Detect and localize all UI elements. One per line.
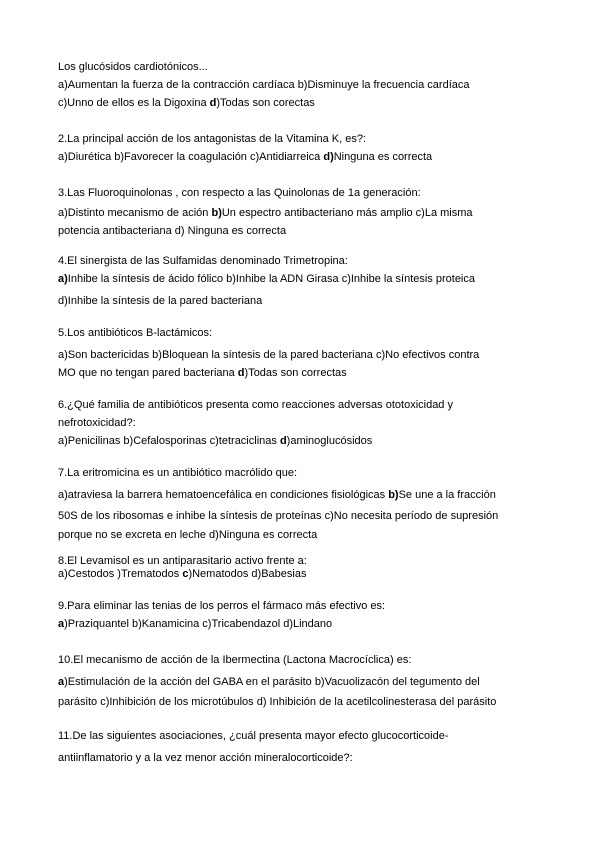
question-stem: 7.La eritromicina es un antibiótico macrólido que:: [58, 467, 298, 479]
answer-line: 50S de los ribosomas e inhibe la síntesis de proteínas c)No necesita período de supresión: [58, 510, 499, 522]
question-5: [58, 324, 548, 382]
question-6: [58, 396, 548, 450]
answer-line: a)Cestodos )Trematodos c)Nematodos d)Babesias: [58, 568, 307, 580]
question-stem: 4.El sinergista de las Sulfamidas denominado Trimetropina:: [58, 255, 348, 267]
answer-line: a)Aumentan la fuerza de la contracción cardíaca b)Disminuye la frecuencia cardíaca: [58, 79, 470, 91]
correct-option: d: [209, 97, 217, 109]
question-4: [58, 252, 548, 310]
question-stem: 8.El Levamisol es un antiparasitario activo frente a:: [58, 555, 307, 567]
correct-option: a: [58, 618, 65, 630]
question-7: [58, 464, 548, 544]
answer-line: c)Unno de ellos es la Digoxina d)Todas son corectas: [58, 97, 315, 109]
question-10: [58, 651, 548, 711]
question-1: [58, 58, 548, 112]
answer-line: a)Penicilinas b)Cefalosporinas c)tetraciclinas d)aminoglucósidos: [58, 435, 373, 447]
question-stem: 2.La principal acción de los antagonistas de la Vitamina K, es?:: [58, 133, 366, 145]
question-11: [58, 727, 548, 767]
question-stem: 6.¿Qué familia de antibióticos presenta como reacciones adversas ototoxicidad y: [58, 399, 453, 411]
question-stem: Los glucósidos cardiotónicos...: [58, 61, 208, 73]
answer-line: porque no se excreta en leche d)Ninguna es correcta: [58, 529, 318, 541]
correct-option: b): [211, 207, 222, 219]
answer-line: a)Son bactericidas b)Bloquean la síntesis de la pared bacteriana c)No efectivos contra: [58, 349, 480, 361]
answer-line: a)Diurética b)Favorecer la coagulación c)Antidiarreica d)Ninguna es correcta: [58, 151, 433, 163]
correct-option: d: [237, 367, 245, 379]
answer-line: a)Estimulación de la acción del GABA en el parásito b)Vacuolizacón del tegumento del: [58, 676, 480, 688]
question-2: [58, 130, 548, 166]
question-stem-continuation: antiinflamatorio y a la vez menor acción mineralocorticoide?:: [58, 752, 353, 764]
correct-option: d): [323, 151, 334, 163]
question-stem: 9.Para eliminar las tenias de los perros el fármaco más efectivo es:: [58, 600, 386, 612]
question-3: [58, 184, 548, 240]
answer-line: a)Inhibe la síntesis de ácido fólico b)Inhibe la ADN Girasa c)Inhibe la síntesis proteica: [58, 273, 475, 285]
question-stem: 3.Las Fluoroquinolonas , con respecto a las Quinolonas de 1a generación:: [58, 187, 421, 199]
correct-option: c: [182, 568, 189, 580]
answer-line: parásito c)Inhibición de los microtúbulos d) Inhibición de la acetilcolinesterasa del parásito: [58, 696, 497, 708]
correct-option: a: [58, 676, 65, 688]
question-8: [58, 555, 548, 581]
answer-line: potencia antibacteriana d) Ninguna es correcta: [58, 225, 287, 237]
correct-option: a): [58, 273, 68, 285]
question-stem: 5.Los antibióticos B-lactámicos:: [58, 327, 213, 339]
question-stem: 11.De las siguientes asociaciones, ¿cuál presenta mayor efecto glucocorticoide-: [58, 730, 449, 742]
question-9: [58, 597, 548, 633]
answer-line: MO que no tengan pared bacteriana d)Todas son correctas: [58, 367, 347, 379]
question-stem: 10.El mecanismo de acción de la Ibermectina (Lactona Macrocíclica) es:: [58, 654, 412, 666]
answer-line: a)Praziquantel b)Kanamicina c)Tricabendazol d)Lindano: [58, 618, 333, 630]
correct-option: d: [279, 435, 287, 447]
question-stem-continuation: nefrotoxicidad?:: [58, 417, 136, 429]
correct-option: b): [388, 489, 399, 501]
answer-line: d)Inhibe la síntesis de la pared bacteriana: [58, 295, 263, 307]
answer-line: a)Distinto mecanismo de ación b)Un espectro antibacteriano más amplio c)La misma: [58, 207, 473, 219]
answer-line: a)atraviesa la barrera hematoencefálica en condiciones fisiológicas b)Se une a la fracción: [58, 489, 496, 501]
